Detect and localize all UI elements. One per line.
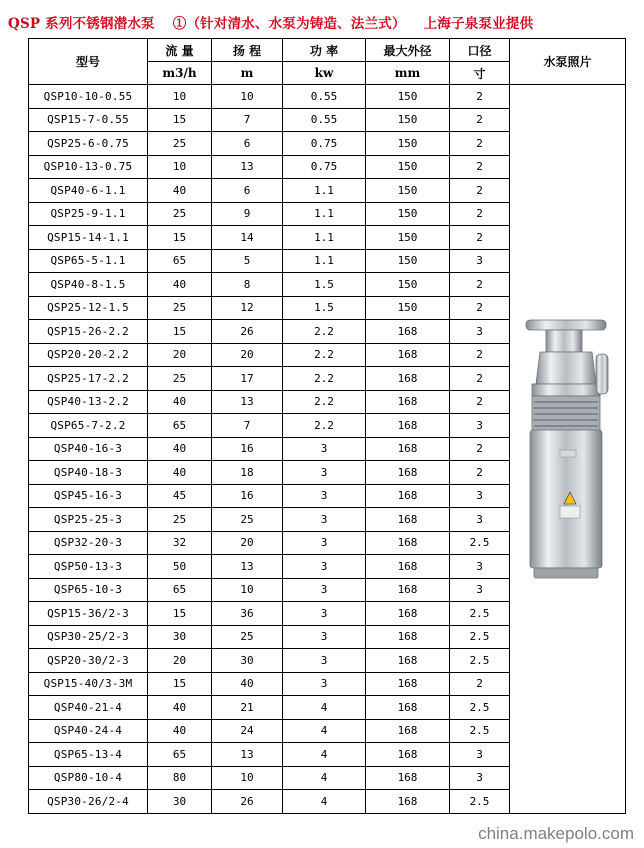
cell-head: 25 [212,508,283,532]
cell-outlet: 2 [450,461,510,485]
cell-outlet: 2 [450,155,510,179]
cell-model: QSP40-13-2.2 [29,390,148,414]
cell-outlet: 2 [450,226,510,250]
cell-flow: 15 [148,108,212,132]
header-head: 扬 程 [212,39,283,62]
cell-flow: 40 [148,437,212,461]
cell-outlet: 3 [450,743,510,767]
cell-power: 3 [283,649,366,673]
header-flow: 流 量 [148,39,212,62]
cell-model: QSP20-20-2.2 [29,343,148,367]
cell-outlet: 3 [450,484,510,508]
cell-model: QSP20-30/2-3 [29,649,148,673]
cell-model: QSP15-26-2.2 [29,320,148,344]
cell-flow: 40 [148,390,212,414]
cell-model: QSP65-10-3 [29,578,148,602]
cell-head: 12 [212,296,283,320]
cell-power: 2.2 [283,414,366,438]
cell-model: QSP40-8-1.5 [29,273,148,297]
cell-flow: 32 [148,531,212,555]
cell-diameter: 168 [366,719,450,743]
cell-head: 18 [212,461,283,485]
cell-flow: 15 [148,672,212,696]
cell-flow: 50 [148,555,212,579]
cell-outlet: 2 [450,437,510,461]
cell-outlet: 3 [450,578,510,602]
cell-head: 9 [212,202,283,226]
cell-flow: 30 [148,625,212,649]
cell-outlet: 2 [450,85,510,109]
cell-flow: 25 [148,367,212,391]
cell-outlet: 2 [450,179,510,203]
cell-outlet: 3 [450,414,510,438]
cell-power: 1.1 [283,249,366,273]
cell-outlet: 2 [450,390,510,414]
cell-head: 6 [212,179,283,203]
cell-head: 30 [212,649,283,673]
cell-flow: 25 [148,132,212,156]
cell-head: 17 [212,367,283,391]
cell-head: 36 [212,602,283,626]
cell-power: 3 [283,625,366,649]
cell-flow: 65 [148,249,212,273]
cell-flow: 30 [148,790,212,814]
cell-outlet: 2 [450,672,510,696]
cell-flow: 25 [148,508,212,532]
header-diameter: 最大外径 [366,39,450,62]
cell-flow: 40 [148,179,212,203]
cell-diameter: 150 [366,155,450,179]
cell-diameter: 168 [366,555,450,579]
cell-model: QSP40-6-1.1 [29,179,148,203]
cell-power: 0.55 [283,108,366,132]
cell-model: QSP65-5-1.1 [29,249,148,273]
cell-model: QSP25-12-1.5 [29,296,148,320]
cell-diameter: 150 [366,296,450,320]
page-title [8,12,638,36]
cell-head: 7 [212,414,283,438]
cell-flow: 65 [148,578,212,602]
header-model: 型号 [29,39,148,85]
cell-model: QSP25-25-3 [29,508,148,532]
cell-outlet: 2 [450,202,510,226]
cell-flow: 65 [148,743,212,767]
cell-diameter: 168 [366,696,450,720]
cell-power: 2.2 [283,367,366,391]
header-flow-unit: m3/h [148,62,212,85]
cell-model: QSP30-25/2-3 [29,625,148,649]
cell-power: 4 [283,696,366,720]
cell-diameter: 168 [366,649,450,673]
cell-head: 8 [212,273,283,297]
cell-model: QSP65-13-4 [29,743,148,767]
cell-power: 0.75 [283,155,366,179]
cell-power: 3 [283,602,366,626]
cell-head: 13 [212,743,283,767]
cell-diameter: 168 [366,484,450,508]
cell-outlet: 2.5 [450,649,510,673]
cell-model: QSP15-7-0.55 [29,108,148,132]
cell-diameter: 168 [366,461,450,485]
cell-head: 7 [212,108,283,132]
cell-flow: 15 [148,226,212,250]
cell-power: 3 [283,508,366,532]
cell-diameter: 168 [366,790,450,814]
cell-head: 10 [212,85,283,109]
cell-head: 20 [212,343,283,367]
cell-power: 3 [283,555,366,579]
title-supplier: 上海子泉泵业提供 [423,16,534,32]
cell-flow: 25 [148,202,212,226]
cell-diameter: 168 [366,672,450,696]
cell-outlet: 3 [450,508,510,532]
cell-model: QSP40-21-4 [29,696,148,720]
cell-outlet: 2.5 [450,625,510,649]
cell-diameter: 168 [366,414,450,438]
cell-model: QSP80-10-4 [29,766,148,790]
cell-outlet: 2.5 [450,719,510,743]
header-head-unit: m [212,62,283,85]
cell-diameter: 168 [366,508,450,532]
cell-head: 6 [212,132,283,156]
cell-model: QSP45-16-3 [29,484,148,508]
cell-head: 26 [212,790,283,814]
cell-flow: 10 [148,155,212,179]
cell-power: 3 [283,437,366,461]
cell-outlet: 3 [450,320,510,344]
cell-head: 24 [212,719,283,743]
header-outlet: 口径 [450,39,510,62]
table-header [29,39,626,85]
cell-outlet: 2.5 [450,531,510,555]
cell-head: 16 [212,437,283,461]
cell-flow: 20 [148,649,212,673]
cell-power: 3 [283,672,366,696]
cell-power: 2.2 [283,390,366,414]
cell-power: 1.5 [283,273,366,297]
submersible-pump-icon [520,314,612,584]
cell-diameter: 150 [366,202,450,226]
cell-power: 0.75 [283,132,366,156]
cell-head: 13 [212,155,283,179]
cell-diameter: 150 [366,226,450,250]
cell-model: QSP15-36/2-3 [29,602,148,626]
cell-model: QSP40-18-3 [29,461,148,485]
header-power-unit: kw [283,62,366,85]
cell-head: 13 [212,555,283,579]
title-main: QSP 系列不锈钢潜水泵 [8,16,155,32]
cell-power: 1.5 [283,296,366,320]
cell-power: 3 [283,484,366,508]
cell-power: 3 [283,578,366,602]
cell-model: QSP40-16-3 [29,437,148,461]
header-diameter-unit: mm [366,62,450,85]
cell-model: QSP25-6-0.75 [29,132,148,156]
cell-model: QSP10-13-0.75 [29,155,148,179]
cell-head: 21 [212,696,283,720]
pump-photo [510,99,622,799]
cell-diameter: 168 [366,367,450,391]
cell-outlet: 2.5 [450,696,510,720]
cell-diameter: 168 [366,437,450,461]
cell-head: 10 [212,578,283,602]
cell-flow: 40 [148,719,212,743]
cell-flow: 25 [148,296,212,320]
cell-diameter: 150 [366,273,450,297]
header-power: 功 率 [283,39,366,62]
cell-head: 25 [212,625,283,649]
cell-flow: 20 [148,343,212,367]
cell-diameter: 150 [366,132,450,156]
cell-power: 4 [283,790,366,814]
cell-diameter: 168 [366,343,450,367]
spec-table [28,38,626,814]
cell-model: QSP32-20-3 [29,531,148,555]
cell-model: QSP40-24-4 [29,719,148,743]
cell-diameter: 150 [366,249,450,273]
header-photo: 水泵照片 [510,39,626,85]
cell-outlet: 2 [450,108,510,132]
cell-power: 1.1 [283,226,366,250]
cell-power: 4 [283,766,366,790]
cell-head: 16 [212,484,283,508]
cell-power: 3 [283,461,366,485]
cell-flow: 40 [148,273,212,297]
cell-head: 14 [212,226,283,250]
cell-outlet: 2.5 [450,602,510,626]
cell-flow: 40 [148,696,212,720]
cell-diameter: 168 [366,743,450,767]
cell-power: 2.2 [283,320,366,344]
cell-power: 1.1 [283,202,366,226]
table-row [29,85,626,109]
cell-model: QSP25-17-2.2 [29,367,148,391]
cell-model: QSP15-40/3-3M [29,672,148,696]
cell-flow: 15 [148,320,212,344]
cell-power: 1.1 [283,179,366,203]
cell-flow: 45 [148,484,212,508]
cell-power: 4 [283,719,366,743]
table-body [29,85,626,814]
cell-outlet: 2.5 [450,790,510,814]
cell-diameter: 150 [366,179,450,203]
cell-outlet: 2 [450,343,510,367]
pump-photo-cell [510,85,626,814]
cell-flow: 10 [148,85,212,109]
cell-flow: 40 [148,461,212,485]
cell-power: 3 [283,531,366,555]
cell-head: 40 [212,672,283,696]
cell-outlet: 2 [450,273,510,297]
cell-diameter: 168 [366,320,450,344]
cell-flow: 65 [148,414,212,438]
cell-diameter: 168 [366,531,450,555]
cell-diameter: 168 [366,390,450,414]
cell-diameter: 168 [366,625,450,649]
cell-power: 4 [283,743,366,767]
cell-model: QSP65-7-2.2 [29,414,148,438]
cell-power: 2.2 [283,343,366,367]
cell-power: 0.55 [283,85,366,109]
cell-head: 20 [212,531,283,555]
cell-diameter: 168 [366,766,450,790]
cell-model: QSP25-9-1.1 [29,202,148,226]
header-outlet-unit: 寸 [450,62,510,85]
cell-outlet: 3 [450,766,510,790]
cell-outlet: 2 [450,296,510,320]
cell-model: QSP15-14-1.1 [29,226,148,250]
cell-flow: 80 [148,766,212,790]
watermark: china.makepolo.com [478,824,634,843]
cell-head: 5 [212,249,283,273]
cell-head: 10 [212,766,283,790]
cell-outlet: 2 [450,367,510,391]
cell-diameter: 168 [366,578,450,602]
cell-model: QSP30-26/2-4 [29,790,148,814]
cell-head: 13 [212,390,283,414]
cell-diameter: 150 [366,108,450,132]
cell-outlet: 3 [450,555,510,579]
cell-diameter: 168 [366,602,450,626]
cell-outlet: 2 [450,132,510,156]
cell-model: QSP50-13-3 [29,555,148,579]
title-note: ①（针对清水、水泵为铸造、法兰式） [172,16,406,32]
cell-flow: 15 [148,602,212,626]
cell-outlet: 3 [450,249,510,273]
cell-diameter: 150 [366,85,450,109]
cell-model: QSP10-10-0.55 [29,85,148,109]
cell-head: 26 [212,320,283,344]
